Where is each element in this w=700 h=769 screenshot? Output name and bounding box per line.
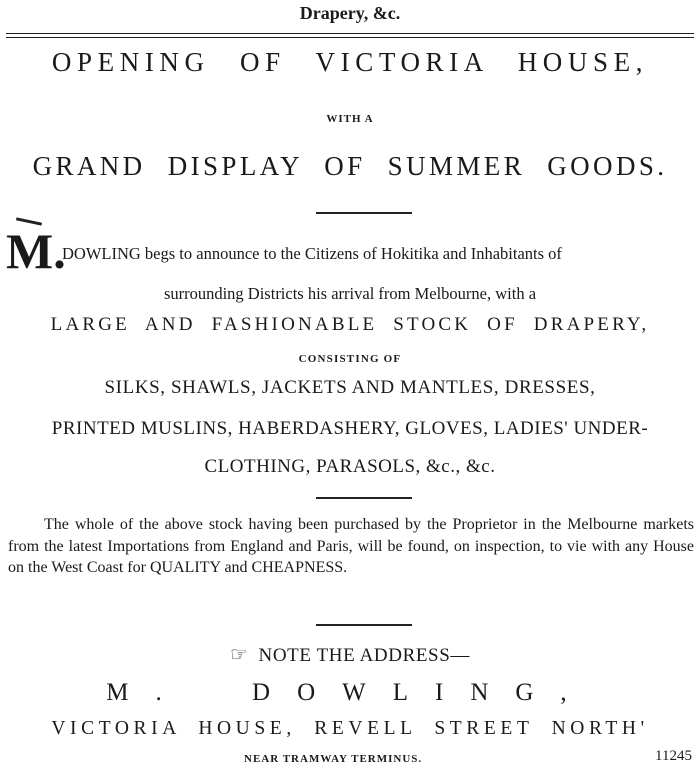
near-line: NEAR TRAMWAY TERMINUS.	[244, 753, 423, 765]
section-header: Drapery, &c.	[299, 3, 401, 23]
intro-line-1: DOWLING begs to announce to the Citizens of Hokitika and Inhabitants of	[62, 244, 562, 263]
headline-connector: WITH A	[326, 113, 374, 125]
consisting-label: CONSISTING OF	[298, 353, 402, 365]
header-rule-thin	[6, 37, 694, 38]
drop-cap: M.	[6, 223, 66, 279]
headline-line-1: OPENING OF VICTORIA HOUSE,	[51, 47, 649, 77]
body-paragraph	[8, 514, 694, 579]
pointing-hand-icon: ☞	[229, 644, 249, 666]
divider-rule	[316, 497, 412, 499]
proprietor-name: M. DOWLING,	[106, 679, 594, 706]
intro-line-2: surrounding Districts his arrival from Melbourne, with a	[163, 284, 537, 303]
headline-line-2: GRAND DISPLAY OF SUMMER GOODS.	[32, 151, 668, 181]
goods-line-2: PRINTED MUSLINS, HABERDASHERY, GLOVES, LADIES' UNDER-	[51, 418, 649, 439]
goods-line-1: SILKS, SHAWLS, JACKETS AND MANTLES, DRESSES,	[104, 377, 596, 398]
goods-line-3: CLOTHING, PARASOLS, &c., &c.	[204, 456, 496, 477]
divider-rule	[316, 624, 412, 626]
note-line	[0, 642, 700, 667]
note-text: NOTE THE ADDRESS—	[258, 645, 470, 666]
stock-line: LARGE AND FASHIONABLE STOCK OF DRAPERY,	[50, 314, 650, 335]
body-paragraph-text: The whole of the above stock having been purchased by the Proprietor in the Melbourne markets from the latest Importations from England and Paris, will be found, on inspection, to vie with any House on the West Coast for QUALITY and CHEAPNESS.	[8, 516, 694, 576]
header-rule	[6, 33, 694, 34]
divider-rule	[316, 212, 412, 214]
address-line: VICTORIA HOUSE, REVELL STREET NORTH'	[51, 718, 649, 739]
reference-number: 11245	[655, 748, 692, 764]
